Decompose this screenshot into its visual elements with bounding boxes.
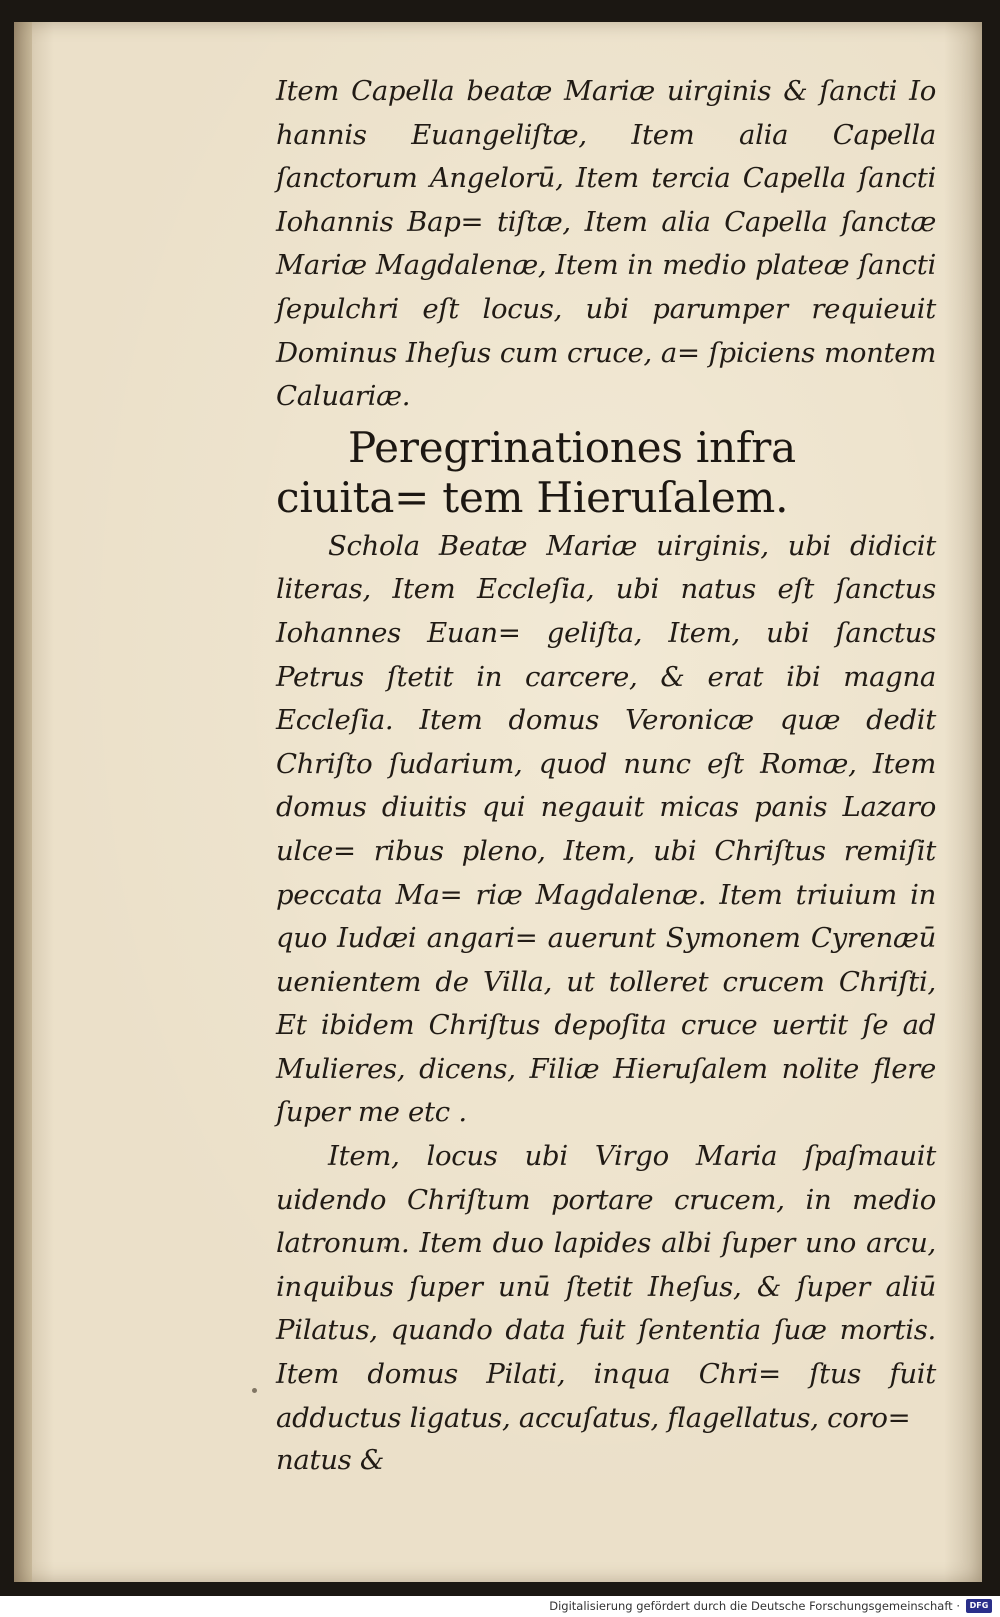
digitization-credit: Digitalisierung gefördert durch die Deutsche Forschungsgemeinschaft · bbox=[549, 1599, 960, 1613]
paragraph: Schola Beatæ Mariæ uirginis, ubi didicit literas, Item Eccleſia, ubi natus eſt ſanctus Iohannes Euan= geliſta, Item, ubi ſanctus Petrus ſtetit in carcere, & erat ibi magna Eccleſia. Item domus Veronicæ quæ dedit Chriſto ſudarium, quod nunc eſt Romæ, Item domus diuitis qui negauit micas panis Lazaro ulce= ribus pleno, Item, ubi Chriſtus remiſit peccata Ma= riæ Magdalenæ. Item triuium in quo Iudæi angari= auerunt Symonem Cyrenæū uenientem de Villa, ut tolleret crucem Chriſti, Et ibidem Chriſtus depoſita cruce uertit ſe ad Mulieres, dicens, Filiæ Hieruſalem nolite flere ſuper me etc . bbox=[276, 529, 936, 1129]
ink-spot bbox=[252, 1388, 257, 1393]
footer-bar bbox=[0, 1596, 1000, 1617]
section-heading: Peregrinationes infra ciuita= tem Hieruſalem. bbox=[276, 422, 796, 522]
page-gutter bbox=[14, 22, 32, 1582]
paragraph: Item Capella beatæ Mariæ uirginis & ſancti Io hannis Euangeliſtæ, Item alia Capella ſanctorum Angelorū, Item tercia Capella ſancti Iohannis Bap= tiſtæ, Item alia Capella ſanctæ Mariæ Magdalenæ, Item in medio plateæ ſancti ſepulchri eſt locus, ubi parumper requieuit Dominus Iheſus cum cruce, a= ſpiciens montem Caluariæ. bbox=[276, 75, 936, 413]
catchword: natus & bbox=[276, 1444, 385, 1477]
dfg-logo: DFG bbox=[966, 1599, 992, 1613]
paragraph: Item, locus ubi Virgo Maria ſpaſmauit uidendo Chriſtum portare crucem, in medio latronum. Item duo lapides albi ſuper uno arcu, inquibus ſuper unū ſtetit Iheſus, & ſuper aliū Pilatus, quando data fuit ſententia ſuæ mortis. Item domus Pilati, inqua Chri= ſtus fuit adductus ligatus, accuſatus, flagellatus, coro= bbox=[276, 1140, 936, 1434]
page-text-block bbox=[276, 70, 936, 1480]
